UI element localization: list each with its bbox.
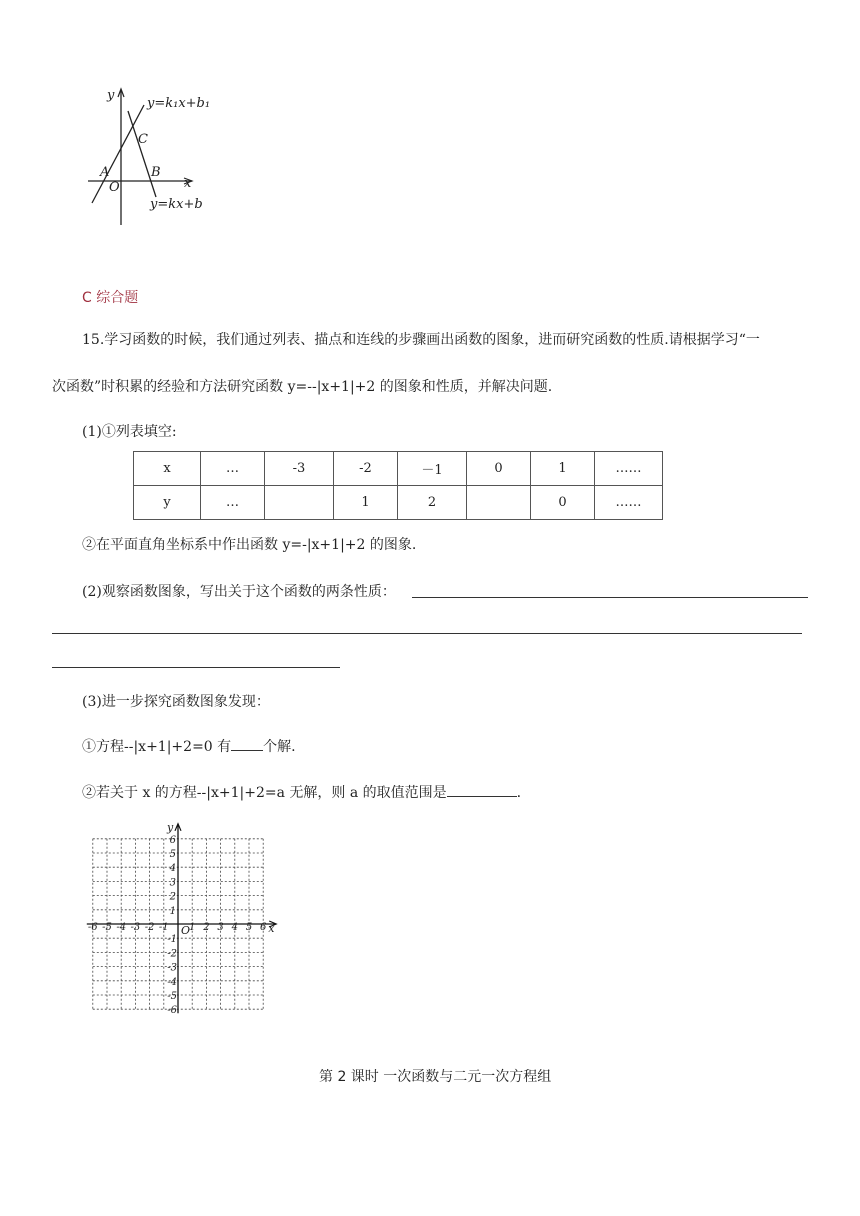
- y-tick-label: 5: [169, 849, 176, 860]
- part1-label: (1)①列表填空:: [82, 424, 177, 440]
- table-cell: …: [201, 452, 265, 486]
- y-tick-label: 6: [169, 834, 176, 846]
- x-tick-label: -1: [158, 922, 169, 933]
- y-tick-label: 3: [169, 877, 176, 889]
- y-tick-label: -3: [167, 962, 177, 974]
- x-tick-label: 2: [203, 922, 210, 933]
- figure-x-label: x: [184, 176, 192, 191]
- y-tick-label: -4: [167, 976, 177, 988]
- y-tick-label: 4: [169, 863, 176, 875]
- table-cell: -3: [265, 452, 334, 486]
- table-cell: …: [201, 486, 265, 520]
- x-tick-label: -2: [144, 922, 155, 933]
- part3-q1: [82, 738, 296, 756]
- table-row-x: [134, 452, 663, 486]
- part3-q2-tail: .: [516, 785, 522, 801]
- table-cell: ……: [595, 486, 663, 520]
- x-tick-label: -3: [130, 922, 141, 933]
- figure-line1-label: y=k₁x+b₁: [147, 96, 211, 111]
- y-axis-label: y: [167, 820, 174, 834]
- x-tick-label: -4: [116, 922, 127, 933]
- table-cell: 1: [531, 452, 595, 486]
- table-cell: －1: [398, 452, 467, 486]
- blank-range[interactable]: [447, 784, 517, 797]
- table-cell-blank[interactable]: [467, 486, 531, 520]
- figure-origin: O: [109, 180, 120, 195]
- table-cell-blank[interactable]: [265, 486, 334, 520]
- blank-solution-count[interactable]: [231, 738, 263, 751]
- x-tick-label: 4: [231, 922, 238, 933]
- x-axis-label: x: [268, 922, 275, 935]
- y-tick-label: -6: [167, 1005, 177, 1017]
- coordinate-grid[interactable]: [82, 812, 282, 1017]
- table-cell: 0: [467, 452, 531, 486]
- x-tick-label: 5: [245, 922, 253, 933]
- value-table: [133, 451, 663, 520]
- section-heading: C 综合题: [82, 290, 139, 306]
- figure-y-label: y: [107, 88, 115, 103]
- table-cell: 1: [334, 486, 398, 520]
- answer-line-2[interactable]: [52, 633, 802, 634]
- part3-q1-text: ①方程--|x+1|+2=0 有: [82, 739, 232, 755]
- x-tick-label: -6: [87, 922, 98, 933]
- lesson-title: 第 2 课时 一次函数与二元一次方程组: [319, 1069, 552, 1085]
- y-tick-label: 2: [169, 891, 176, 903]
- table-cell: x: [134, 452, 201, 486]
- table-cell: 2: [398, 486, 467, 520]
- y-tick-label: -1: [167, 934, 177, 946]
- figure-point-b: B: [151, 165, 161, 180]
- table-cell: y: [134, 486, 201, 520]
- x-tick-label: 3: [217, 922, 224, 933]
- part3-q1-tail: 个解.: [263, 739, 296, 755]
- table-cell: -2: [334, 452, 398, 486]
- answer-line-3[interactable]: [52, 667, 340, 668]
- part3-q2-text: ②若关于 x 的方程--|x+1|+2=a 无解，则 a 的取值范围是: [82, 785, 447, 801]
- y-tick-label: 1: [169, 905, 176, 917]
- part3-label: (3)进一步探究函数图象发现：: [82, 694, 270, 710]
- part2-label: (2)观察函数图象，写出关于这个函数的两条性质：: [82, 584, 396, 600]
- y-tick-label: -2: [167, 948, 177, 960]
- table-row-y: [134, 486, 663, 520]
- x-tick-label: 6: [260, 922, 267, 933]
- figure-line2-label: y=kx+b: [150, 197, 203, 212]
- question-intro-line1: 15.学习函数的时候，我们通过列表、描点和连线的步骤画出函数的图象，进而研究函数的性质.请根据学习“一: [82, 332, 760, 348]
- part3-q2: [82, 784, 521, 802]
- table-cell: 0: [531, 486, 595, 520]
- part1-step2: ②在平面直角坐标系中作出函数 y=-|x+1|+2 的图象.: [82, 537, 417, 553]
- x-tick-label: 1: [189, 922, 196, 933]
- table-cell: ……: [595, 452, 663, 486]
- y-tick-label: -5: [167, 991, 177, 1002]
- figure-point-c: C: [138, 132, 148, 147]
- question-intro-line2: 次函数”时积累的经验和方法研究函数 y=--|x+1|+2 的图象和性质，并解决问题.: [52, 379, 553, 395]
- figure-point-a: A: [100, 165, 110, 180]
- x-tick-label: -5: [102, 922, 112, 933]
- answer-line-1[interactable]: [412, 597, 808, 598]
- origin-label: O: [181, 924, 191, 937]
